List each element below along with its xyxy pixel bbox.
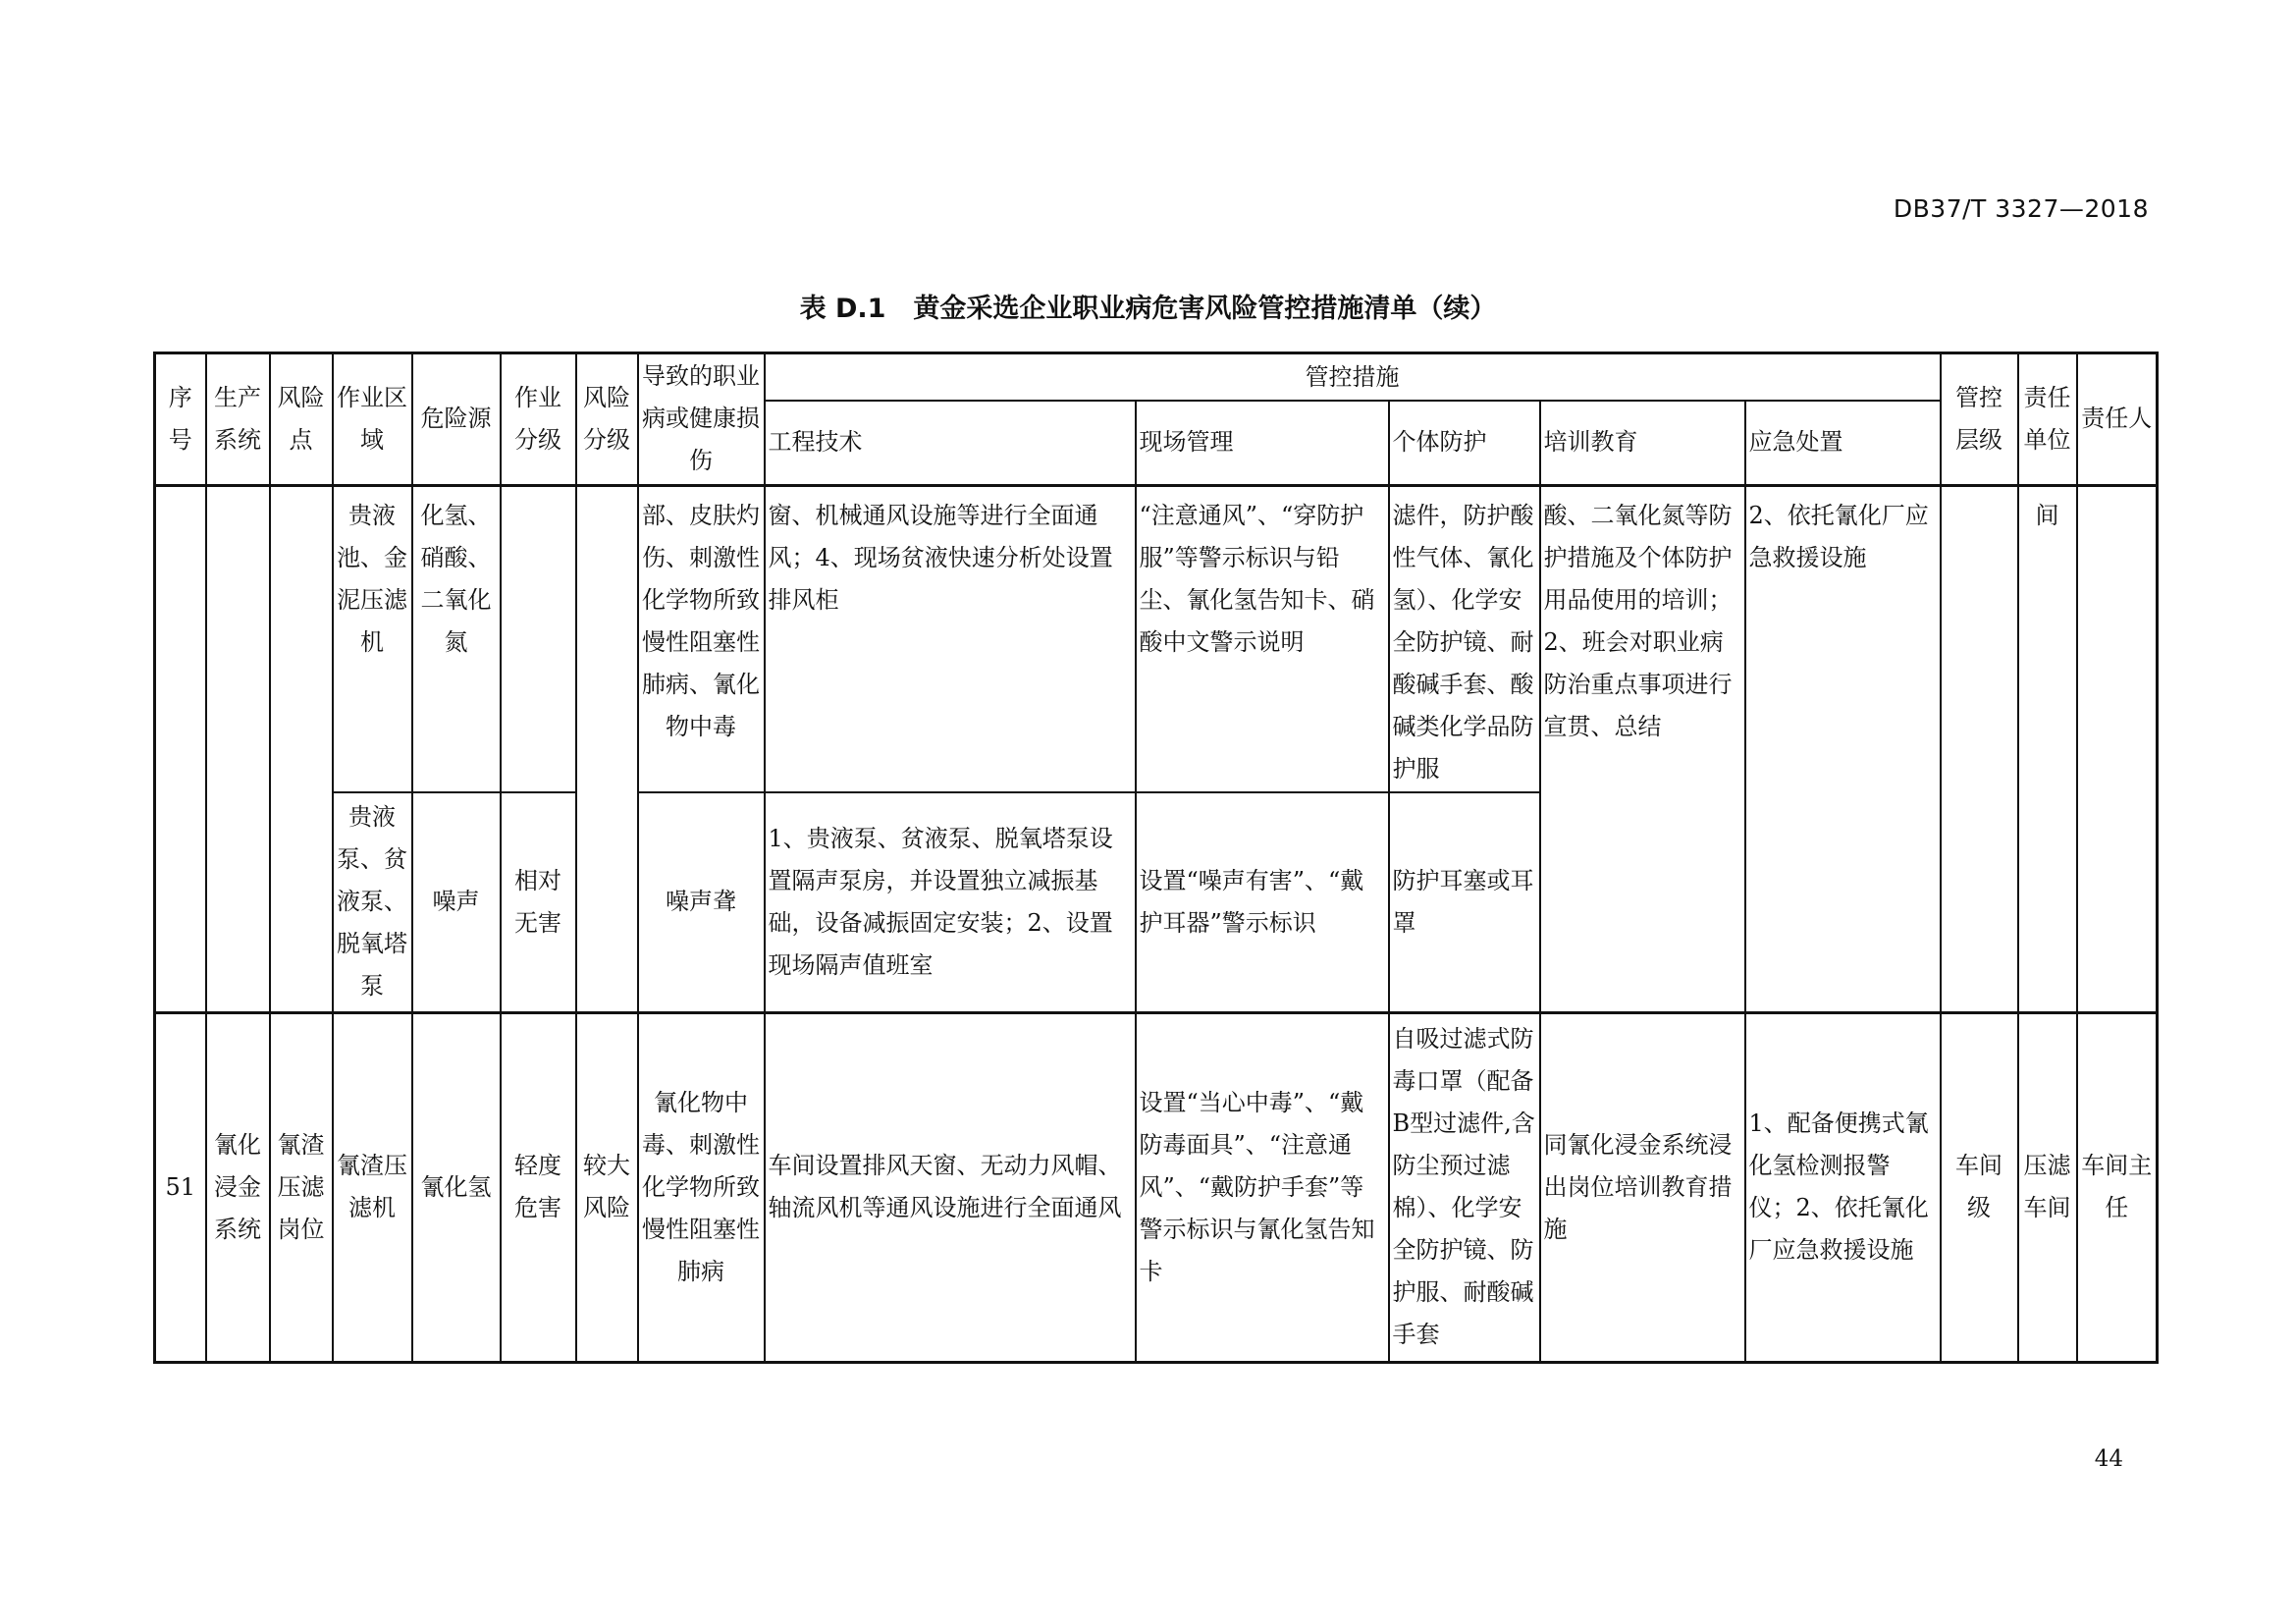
cell-seq — [155, 485, 206, 1012]
cell-emergency: 2、依托氰化厂应急救援设施 — [1745, 485, 1941, 1012]
cell-ppe: 自吸过滤式防毒口罩（配备B型过滤件,含防尘预过滤棉）、化学安全防护镜、防护服、耐酸碱手套 — [1389, 1012, 1540, 1362]
cell-disease: 部、皮肤灼伤、刺激性化学物所致慢性阻塞性肺病、氰化物中毒 — [638, 485, 765, 792]
col-header-engineering: 工程技术 — [765, 401, 1136, 485]
cell-control-level — [1941, 485, 2018, 1012]
cell-engineering: 1、贵液泵、贫液泵、脱氧塔泵设置隔声泵房，并设置独立减振基础，设备减振固定安装；2、设置现场隔声值班室 — [765, 792, 1136, 1012]
cell-risk-point: 氰渣压滤岗位 — [270, 1012, 333, 1362]
cell-disease: 氰化物中毒、刺激性化学物所致慢性阻塞性肺病 — [638, 1012, 765, 1362]
col-header-measures: 管控措施 — [765, 353, 1941, 402]
cell-hazard: 化氢、硝酸、二氧化氮 — [412, 485, 501, 792]
cell-system — [206, 485, 270, 1012]
col-header-seq: 序号 — [155, 353, 206, 486]
col-header-ppe: 个体防护 — [1389, 401, 1540, 485]
cell-ppe: 滤件，防护酸性气体、氰化氢）、化学安全防护镜、耐酸碱手套、酸碱类化学品防护服 — [1389, 485, 1540, 792]
col-header-resp-unit: 责任单位 — [2018, 353, 2077, 486]
cell-work-area: 氰渣压滤机 — [333, 1012, 412, 1362]
col-header-emergency: 应急处置 — [1745, 401, 1941, 485]
col-header-risk-grade: 风险分级 — [576, 353, 638, 486]
cell-disease: 噪声聋 — [638, 792, 765, 1012]
cell-resp-unit: 压滤车间 — [2018, 1012, 2077, 1362]
col-header-resp-person: 责任人 — [2077, 353, 2158, 486]
table-number: 表 D.1 — [799, 294, 886, 324]
cell-hazard: 氰化氢 — [412, 1012, 501, 1362]
cell-training: 同氰化浸金系统浸出岗位培训教育措施 — [1540, 1012, 1745, 1362]
col-header-site-mgmt: 现场管理 — [1136, 401, 1389, 485]
header-row-1 — [155, 353, 2158, 402]
cell-resp-unit: 间 — [2018, 485, 2077, 1012]
cell-work-area: 贵液池、金泥压滤机 — [333, 485, 412, 792]
col-header-system: 生产系统 — [206, 353, 270, 486]
cell-hazard: 噪声 — [412, 792, 501, 1012]
page-number: 44 — [2094, 1446, 2123, 1472]
cell-control-level: 车间级 — [1941, 1012, 2018, 1362]
cell-work-grade: 相对无害 — [501, 792, 576, 1012]
table-title-text: 黄金采选企业职业病危害风险管控措施清单（续） — [913, 294, 1497, 324]
col-header-training: 培训教育 — [1540, 401, 1745, 485]
cell-resp-person: 车间主任 — [2077, 1012, 2158, 1362]
cell-site-mgmt: “注意通风”、“穿防护服”等警示标识与铅尘、氰化氢告知卡、硝酸中文警示说明 — [1136, 485, 1389, 792]
cell-engineering: 窗、机械通风设施等进行全面通风；4、现场贫液快速分析处设置排风柜 — [765, 485, 1136, 792]
cell-risk-grade: 较大风险 — [576, 1012, 638, 1362]
col-header-disease: 导致的职业病或健康损伤 — [638, 353, 765, 486]
cell-work-area: 贵液泵、贫液泵、脱氧塔泵 — [333, 792, 412, 1012]
document-code: DB37/T 3327—2018 — [1893, 194, 2149, 223]
cell-ppe: 防护耳塞或耳罩 — [1389, 792, 1540, 1012]
cell-work-grade: 轻度危害 — [501, 1012, 576, 1362]
cell-site-mgmt: 设置“当心中毒”、“戴防毒面具”、“注意通风”、“戴防护手套”等警示标识与氰化氢告知卡 — [1136, 1012, 1389, 1362]
cell-training: 酸、二氧化氮等防护措施及个体防护用品使用的培训；2、班会对职业病防治重点事项进行宣贯、总结 — [1540, 485, 1745, 1012]
risk-control-table — [153, 352, 2159, 1364]
col-header-work-area: 作业区域 — [333, 353, 412, 486]
cell-work-grade — [501, 485, 576, 792]
cell-risk-grade — [576, 485, 638, 1012]
cell-resp-person — [2077, 485, 2158, 1012]
table-row — [155, 485, 2158, 792]
cell-emergency: 1、配备便携式氰化氢检测报警仪；2、依托氰化厂应急救援设施 — [1745, 1012, 1941, 1362]
table-row — [155, 1012, 2158, 1362]
cell-risk-point — [270, 485, 333, 1012]
cell-site-mgmt: 设置“噪声有害”、“戴护耳器”警示标识 — [1136, 792, 1389, 1012]
cell-seq: 51 — [155, 1012, 206, 1362]
col-header-work-grade: 作业分级 — [501, 353, 576, 486]
cell-engineering: 车间设置排风天窗、无动力风帽、轴流风机等通风设施进行全面通风 — [765, 1012, 1136, 1362]
col-header-risk-point: 风险点 — [270, 353, 333, 486]
table-title — [0, 287, 2296, 325]
col-header-control-level: 管控层级 — [1941, 353, 2018, 486]
cell-system: 氰化浸金系统 — [206, 1012, 270, 1362]
col-header-hazard: 危险源 — [412, 353, 501, 486]
